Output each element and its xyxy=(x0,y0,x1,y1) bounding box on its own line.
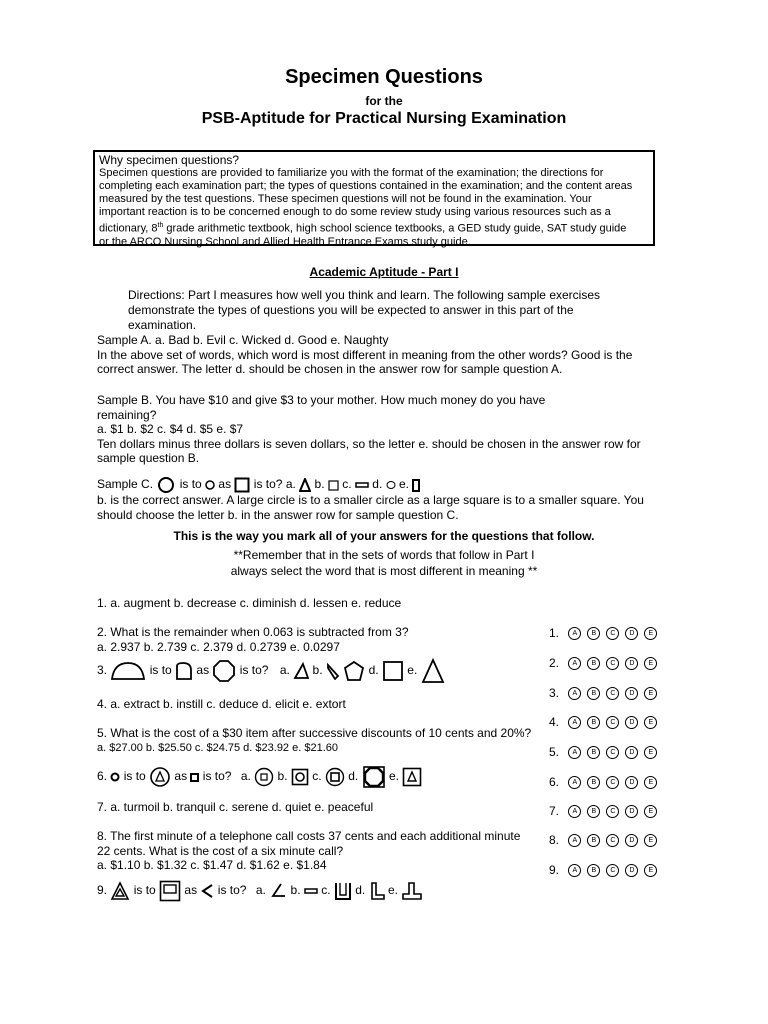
is-to-question-text: is to? xyxy=(239,663,269,678)
bubble-a[interactable]: A xyxy=(568,776,581,789)
why-line: completing each examination part; the types of questions contained in the examination; and the content areas xyxy=(99,180,633,192)
square-with-triangle-icon xyxy=(402,767,422,787)
sample-c-explanation xyxy=(97,493,644,522)
question-8-options: a. $1.10 b. $1.32 c. $1.47 d. $1.62 e. $1.84 xyxy=(97,858,327,872)
bubble-d[interactable]: D xyxy=(625,687,638,700)
as-text: as xyxy=(174,769,188,784)
bubble-d[interactable]: D xyxy=(625,657,638,670)
as-text: as xyxy=(196,663,210,678)
slanted-shape-icon xyxy=(326,662,340,680)
sample-b-question: remaining? xyxy=(97,407,157,422)
why-specimen-box xyxy=(93,150,655,246)
square-with-rectangle-icon xyxy=(159,880,181,902)
bubble-a[interactable]: A xyxy=(568,657,581,670)
sample-c-expl: should choose the letter b. in the answer row for sample question C. xyxy=(97,507,459,522)
answer-row-3[interactable] xyxy=(549,686,657,700)
question-6 xyxy=(97,765,422,789)
why-line-prefix: dictionary, 8 xyxy=(99,222,158,235)
bubble-d[interactable]: D xyxy=(625,776,638,789)
sample-b-question: Sample B. You have $10 and give $3 to your mother. How much money do you have xyxy=(97,393,546,407)
option-b-label: b. xyxy=(312,663,323,678)
bubble-c[interactable]: C xyxy=(606,834,619,847)
question-2-text: 2. What is the remainder when 0.063 is subtracted from 3? xyxy=(97,625,409,639)
answer-row-number: 2. xyxy=(549,656,560,670)
page-title: Specimen Questions xyxy=(285,66,483,88)
answer-row-7[interactable] xyxy=(549,804,657,818)
why-line-rest: grade arithmetic textbook, high school science textbooks, a GED study guide, SAT study guide xyxy=(166,222,627,235)
sample-a-expl: In the above set of words, which word is most different in meaning from the other words? Good is the xyxy=(97,347,633,362)
u-shape-icon xyxy=(334,881,352,901)
option-d-label: d. xyxy=(348,769,359,784)
bubble-c[interactable]: C xyxy=(606,627,619,640)
answer-row-6[interactable] xyxy=(549,775,657,789)
square-icon xyxy=(382,660,404,682)
directions xyxy=(128,288,600,333)
question-8-text: 22 cents. What is the cost of a six minute call? xyxy=(97,843,344,858)
sample-b-options: a. $1 b. $2 c. $4 d. $5 e. $7 xyxy=(97,422,244,436)
sample-a xyxy=(97,333,632,377)
bubble-d[interactable]: D xyxy=(625,627,638,640)
directions-line: demonstrate the types of questions you will be expected to answer in this part of the xyxy=(128,303,574,317)
question-9 xyxy=(97,880,423,902)
option-e-label: e. xyxy=(398,477,409,492)
bubble-e[interactable]: E xyxy=(644,687,657,700)
bubble-c[interactable]: C xyxy=(606,687,619,700)
pentagon-icon xyxy=(343,660,365,682)
slanted-l-icon xyxy=(269,882,287,900)
question-8 xyxy=(97,829,520,873)
why-line: or the ARCO Nursing School and Allied Health Entrance Exams study guide. xyxy=(99,235,471,248)
sample-c-label: Sample C. xyxy=(97,477,154,492)
bubble-e[interactable]: E xyxy=(644,716,657,729)
small-square-icon xyxy=(328,480,339,491)
bubble-e[interactable]: E xyxy=(644,776,657,789)
large-circle-icon xyxy=(156,477,176,493)
inverted-t-icon xyxy=(401,881,423,901)
option-d-label: d. xyxy=(372,477,383,492)
answer-row-number: 5. xyxy=(549,745,560,759)
small-circle-icon xyxy=(205,479,215,491)
option-e-label: e. xyxy=(387,883,398,898)
bubble-b[interactable]: B xyxy=(587,657,600,670)
answer-row-number: 6. xyxy=(549,775,560,789)
is-to-question-text: is to? xyxy=(253,477,283,492)
circle-with-triangle-icon xyxy=(149,766,171,788)
bubble-c[interactable]: C xyxy=(606,716,619,729)
half-dome-icon xyxy=(110,660,146,682)
sample-b-expl: Ten dollars minus three dollars is seven dollars, so the letter e. should be chosen in the answer row for xyxy=(97,436,641,451)
as-text: as xyxy=(218,477,232,492)
option-b-label: b. xyxy=(290,883,301,898)
answer-row-number: 3. xyxy=(549,686,560,700)
bubble-e[interactable]: E xyxy=(644,746,657,759)
is-to-text: is to xyxy=(179,477,202,492)
sample-b-expl: sample question B. xyxy=(97,451,200,465)
as-text: as xyxy=(184,883,198,898)
question-1: 1. a. augment b. decrease c. diminish d. lessen e. reduce xyxy=(97,596,402,610)
is-to-text: is to xyxy=(123,769,146,784)
option-c-label: c. xyxy=(321,883,331,898)
bubble-b[interactable]: B xyxy=(587,864,600,877)
sample-c-expl: b. is the correct answer. A large circle is to a smaller circle as a large square is to a smaller square. You xyxy=(97,493,644,507)
option-a-label: a. xyxy=(279,663,290,678)
small-oval-icon xyxy=(386,480,396,490)
sample-c-row xyxy=(97,477,420,493)
flat-rectangle-icon xyxy=(355,481,369,489)
bubble-e[interactable]: E xyxy=(644,657,657,670)
bubble-c[interactable]: C xyxy=(606,805,619,818)
is-to-question-text: is to? xyxy=(202,769,232,784)
bubble-b[interactable]: B xyxy=(587,834,600,847)
question-7: 7. a. turmoil b. tranquil c. serene d. quiet e. peaceful xyxy=(97,800,374,814)
option-e-label: e. xyxy=(388,769,399,784)
bubble-d[interactable]: D xyxy=(625,834,638,847)
bubble-b[interactable]: B xyxy=(587,716,600,729)
bubble-b[interactable]: B xyxy=(587,687,600,700)
directions-line: examination. xyxy=(128,318,197,332)
bubble-b[interactable]: B xyxy=(587,627,600,640)
circle-with-square-icon xyxy=(254,767,274,787)
question-3-number: 3. xyxy=(97,663,108,678)
title-for-the: for the xyxy=(365,94,403,108)
directions-line: Directions: Part I measures how well you think and learn. The following sample exercises xyxy=(128,288,600,302)
answer-row-number: 7. xyxy=(549,804,560,818)
bubble-b[interactable]: B xyxy=(587,746,600,759)
section-heading: Academic Aptitude - Part I xyxy=(309,265,459,279)
question-5-options: a. $27.00 b. $25.50 c. $24.75 d. $23.92 e. $21.60 xyxy=(97,741,338,754)
rounded-square-icon xyxy=(175,661,193,681)
answer-row-number: 1. xyxy=(549,626,560,640)
why-heading: Why specimen questions? xyxy=(99,153,240,167)
sample-a-line: Sample A. a. Bad b. Evil c. Wicked d. Good e. Naughty xyxy=(97,333,389,347)
question-5-text: 5. What is the cost of a $30 item after successive discounts of 10 cents and 20%? xyxy=(97,726,532,740)
question-5 xyxy=(97,726,531,755)
bubble-e[interactable]: E xyxy=(644,627,657,640)
large-square-icon xyxy=(234,477,250,493)
square-with-circle-icon xyxy=(291,768,309,786)
remember-line: always select the word that is most different in meaning ** xyxy=(230,564,538,578)
answer-row-4[interactable] xyxy=(549,715,657,729)
bubble-e[interactable]: E xyxy=(644,834,657,847)
bubble-d[interactable]: D xyxy=(625,716,638,729)
square-with-octagon-icon xyxy=(362,765,386,789)
answer-row-2[interactable] xyxy=(549,656,657,670)
is-to-text: is to xyxy=(149,663,172,678)
option-e-label: e. xyxy=(407,663,418,678)
option-c-label: c. xyxy=(312,769,322,784)
bubble-c[interactable]: C xyxy=(606,746,619,759)
answer-row-number: 9. xyxy=(549,863,560,877)
bubble-e[interactable]: E xyxy=(644,805,657,818)
answer-row-1[interactable] xyxy=(549,626,657,640)
answer-row-8[interactable] xyxy=(549,833,657,847)
why-line: important reaction is to be concerned enough to do some review study using various resources such as a xyxy=(99,206,611,218)
bubble-d[interactable]: D xyxy=(625,805,638,818)
option-c-label: c. xyxy=(342,477,352,492)
question-3 xyxy=(97,658,445,684)
bubble-a[interactable]: A xyxy=(568,834,581,847)
bubble-c[interactable]: C xyxy=(606,776,619,789)
answer-row-number: 8. xyxy=(549,833,560,847)
flat-rectangle-icon xyxy=(304,887,318,895)
bubble-d[interactable]: D xyxy=(625,864,638,877)
triangle-icon xyxy=(299,478,311,492)
question-9-number: 9. xyxy=(97,883,108,898)
question-8-text: 8. The first minute of a telephone call costs 37 cents and each additional minute xyxy=(97,829,521,843)
bubble-b[interactable]: B xyxy=(587,776,600,789)
answer-row-5[interactable] xyxy=(549,745,657,759)
triangle-fragment-icon xyxy=(293,662,309,680)
bubble-a[interactable]: A xyxy=(568,687,581,700)
question-2-options: a. 2.937 b. 2.739 c. 2.379 d. 0.2739 e. 0.0297 xyxy=(97,639,340,654)
bubble-a[interactable]: A xyxy=(568,805,581,818)
option-a-label: a. xyxy=(240,769,251,784)
is-to-question-text: is to? xyxy=(217,883,247,898)
why-line: measured by the test questions. These specimen questions will not be found in the examination. Your xyxy=(99,193,592,205)
bubble-e[interactable]: E xyxy=(644,864,657,877)
large-triangle-icon xyxy=(421,658,445,684)
answer-row-9[interactable] xyxy=(549,863,657,877)
option-b-label: b. xyxy=(314,477,325,492)
small-thick-square-icon xyxy=(190,773,199,782)
option-d-label: d. xyxy=(368,663,379,678)
remember-line: **Remember that in the sets of words that follow in Part I xyxy=(233,548,535,562)
option-d-label: d. xyxy=(355,883,366,898)
option-a-label: a. xyxy=(255,883,266,898)
bubble-c[interactable]: C xyxy=(606,657,619,670)
sample-a-expl: correct answer. The letter d. should be chosen in the answer row for sample question A. xyxy=(97,362,563,376)
mark-note: This is the way you mark all of your answers for the questions that follow. xyxy=(173,529,595,543)
bubble-b[interactable]: B xyxy=(587,805,600,818)
circle-with-square-thick-icon xyxy=(325,767,345,787)
option-b-label: b. xyxy=(277,769,288,784)
octagon-icon xyxy=(212,659,236,683)
bubble-a[interactable]: A xyxy=(568,716,581,729)
is-to-text: is to xyxy=(133,883,156,898)
bubble-a[interactable]: A xyxy=(568,627,581,640)
tall-rectangle-icon xyxy=(412,479,420,492)
page-subtitle: PSB-Aptitude for Practical Nursing Examination xyxy=(201,110,567,127)
bubble-c[interactable]: C xyxy=(606,864,619,877)
bubble-d[interactable]: D xyxy=(625,746,638,759)
answer-row-number: 4. xyxy=(549,715,560,729)
why-line-sup: th xyxy=(157,222,164,229)
chevron-left-icon xyxy=(200,883,214,899)
bubble-a[interactable]: A xyxy=(568,746,581,759)
small-thick-circle-icon xyxy=(110,772,120,782)
question-4: 4. a. extract b. instill c. deduce d. elicit e. extort xyxy=(97,697,346,711)
triangle-with-triangle-icon xyxy=(110,881,130,901)
sample-b xyxy=(97,393,641,466)
l-shape-icon xyxy=(369,881,385,901)
why-line xyxy=(99,219,649,236)
why-line: Specimen questions are provided to familiarize you with the format of the examination; the directions for xyxy=(99,167,604,179)
bubble-a[interactable]: A xyxy=(568,864,581,877)
option-a-label: a. xyxy=(285,477,296,492)
question-6-number: 6. xyxy=(97,769,108,784)
question-2 xyxy=(97,625,409,654)
